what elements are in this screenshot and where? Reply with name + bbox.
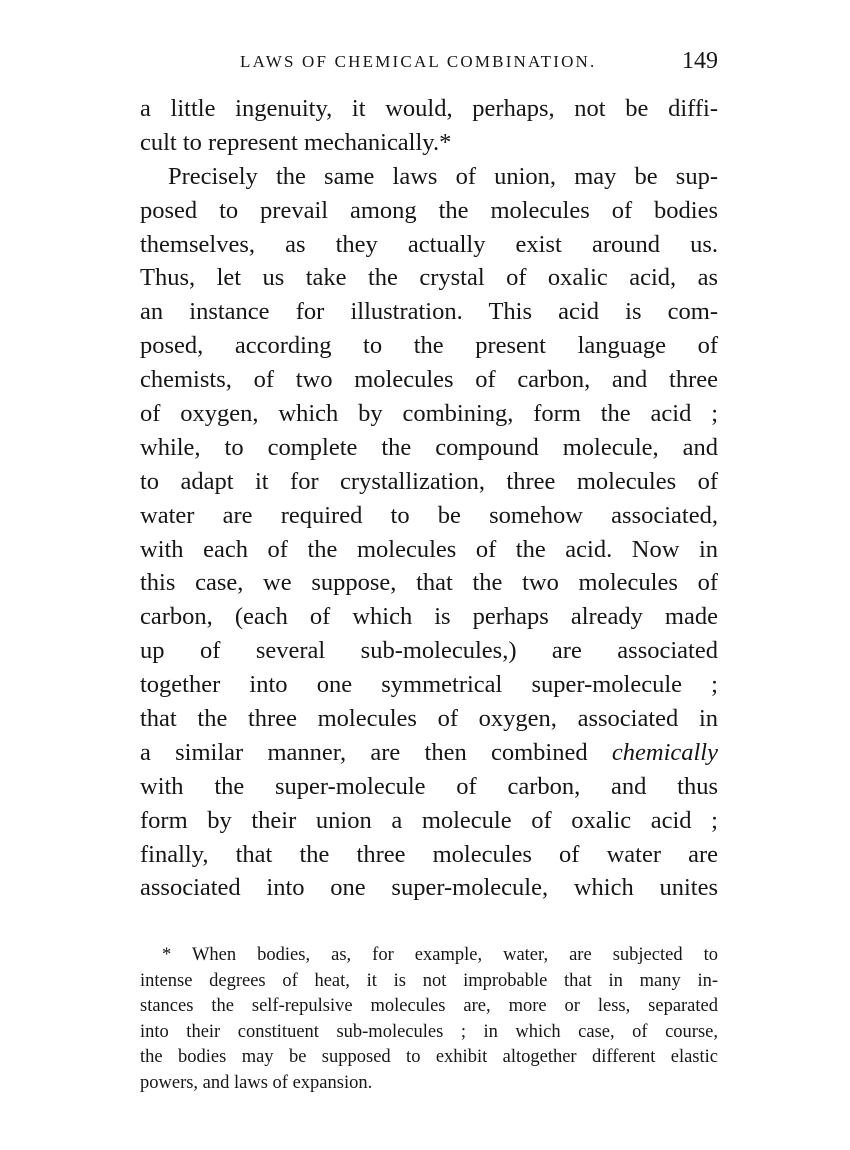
text-line: associated into one super-molecule, which unites bbox=[140, 874, 718, 902]
text-line-with-italic bbox=[140, 736, 718, 770]
text-line: while, to complete the compound molecule, and bbox=[140, 433, 718, 461]
text-line: that the three molecules of oxygen, associated in bbox=[140, 705, 718, 733]
footnote bbox=[140, 943, 718, 1097]
text-line: to adapt it for crystallization, three molecules of bbox=[140, 467, 718, 495]
footnote-line: into their constituent sub-molecules ; in which case, of course, bbox=[140, 1021, 718, 1042]
text-line: a little ingenuity, it would, perhaps, not be diffi- bbox=[140, 95, 718, 122]
text-line: with the super-molecule of carbon, and thus bbox=[140, 772, 718, 800]
text-line: water are required to be somehow associated, bbox=[140, 501, 718, 529]
text-line: form by their union a molecule of oxalic acid ; bbox=[140, 806, 718, 834]
text-line: chemists, of two molecules of carbon, and three bbox=[140, 366, 718, 394]
text-line: carbon, (each of which is perhaps already made bbox=[140, 603, 718, 631]
body-text bbox=[140, 92, 718, 905]
line-text: a similar manner, are then combined bbox=[140, 738, 612, 766]
text-line: posed, according to the present language of bbox=[140, 332, 718, 360]
footnote-line: powers, and laws of expansion. bbox=[140, 1072, 373, 1093]
text-line: together into one symmetrical super-molecule ; bbox=[140, 671, 718, 699]
page-number: 149 bbox=[682, 48, 718, 74]
footnote-line: the bodies may be supposed to exhibit altogether different elastic bbox=[140, 1047, 718, 1068]
text-line: this case, we suppose, that the two molecules of bbox=[140, 569, 718, 597]
text-line: Thus, let us take the crystal of oxalic acid, as bbox=[140, 264, 718, 292]
italic-word: chemically bbox=[611, 738, 718, 766]
text-line: with each of the molecules of the acid. Now in bbox=[140, 535, 718, 563]
footnote-line: stances the self-repulsive molecules are, more or less, separated bbox=[140, 996, 718, 1017]
text-line: cult to represent mechanically.* bbox=[140, 128, 452, 156]
footnote-line: * When bodies, as, for example, water, are subjected to bbox=[162, 945, 718, 965]
text-line: of oxygen, which by combining, form the acid ; bbox=[140, 400, 718, 428]
text-line: an instance for illustration. This acid is com- bbox=[140, 298, 718, 326]
text-line: themselves, as they actually exist around us. bbox=[140, 230, 718, 258]
text-line: finally, that the three molecules of water are bbox=[140, 840, 718, 868]
text-line: up of several sub-molecules,) are associated bbox=[140, 637, 718, 665]
paragraph-start-line: Precisely the same laws of union, may be sup- bbox=[168, 162, 718, 190]
text-line: posed to prevail among the molecules of bodies bbox=[140, 196, 718, 224]
running-title: LAWS OF CHEMICAL COMBINATION. bbox=[240, 52, 597, 71]
running-head bbox=[140, 48, 720, 78]
footnote-line: intense degrees of heat, it is not improbable that in many in- bbox=[140, 970, 718, 991]
